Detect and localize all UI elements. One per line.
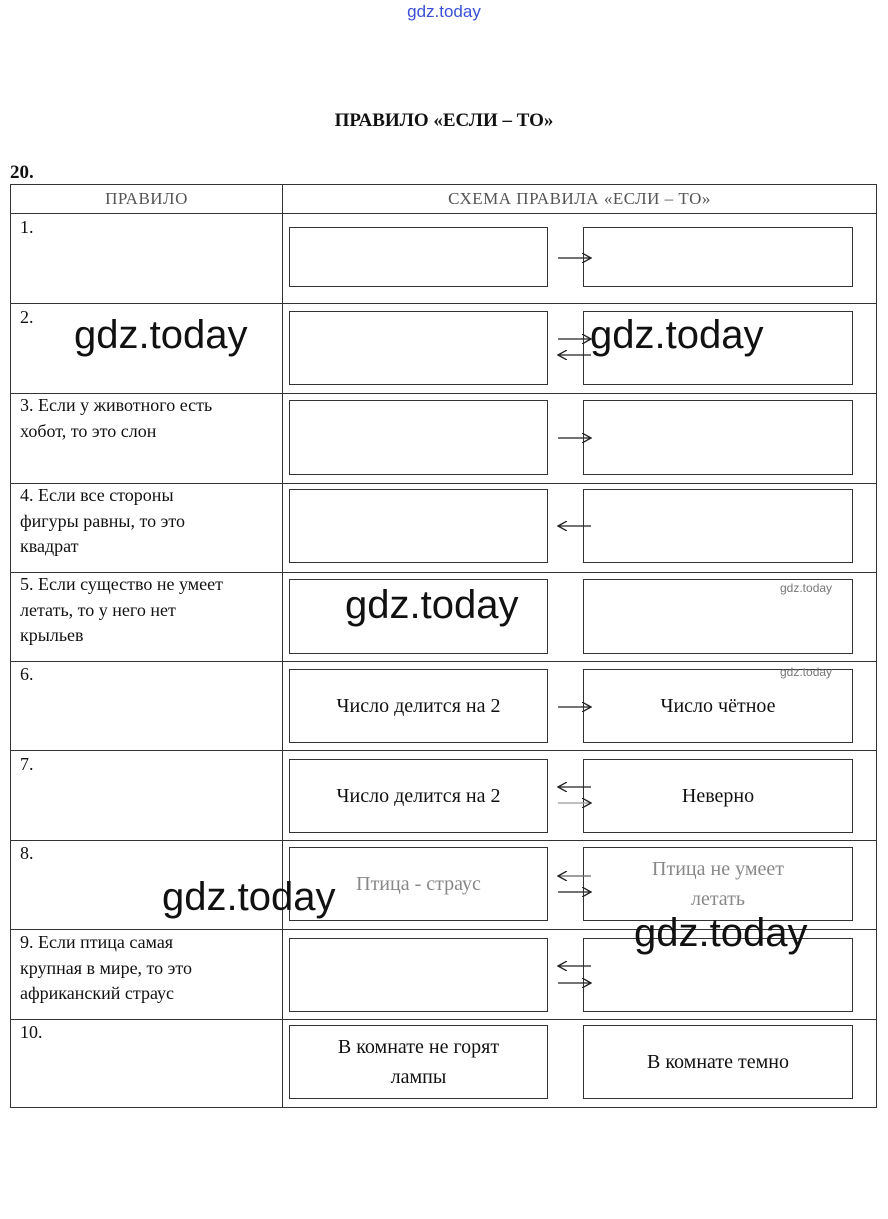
then-box-10[interactable]: В комнате темно (583, 1025, 853, 1099)
rule-text-9: 9. Если птица самая крупная в мире, то это африканский страус (20, 932, 193, 1003)
rule-text-1: 1. (20, 217, 34, 237)
rule-text-3: 3. Если у животного есть хобот, то это слон (20, 395, 213, 441)
watermark: gdz.today (634, 911, 808, 955)
rule-text-10: 10. (20, 1022, 43, 1042)
if-box-10[interactable]: В комнате не горят лампы (289, 1025, 548, 1099)
then-box-7[interactable]: Неверно (583, 759, 853, 833)
if-box-6[interactable]: Число делится на 2 (289, 669, 548, 743)
watermark: gdz.today (590, 313, 764, 357)
watermark: gdz.today (74, 313, 248, 357)
watermark-small: gdz.today (780, 665, 833, 679)
then-box-6[interactable]: Число чётное (583, 669, 853, 743)
site-watermark-top: gdz.today (407, 2, 481, 21)
rule-text-8: 8. (20, 843, 34, 863)
watermark: gdz.today (345, 583, 519, 627)
if-box-7[interactable]: Число делится на 2 (289, 759, 548, 833)
rule-text-2: 2. (20, 307, 34, 327)
if-box-8[interactable]: Птица - страус (289, 847, 548, 921)
page-title: ПРАВИЛО «ЕСЛИ – ТО» (334, 110, 554, 131)
task-number: 20. (10, 162, 34, 183)
header-scheme: СХЕМА ПРАВИЛА «ЕСЛИ – ТО» (448, 189, 711, 208)
then-box-8[interactable]: Птица не умеет летать (583, 847, 853, 921)
header-rule: ПРАВИЛО (105, 189, 188, 208)
rule-text-6: 6. (20, 664, 34, 684)
rule-text-5: 5. Если существо не умеет летать, то у него нет крыльев (20, 574, 224, 645)
watermark-small: gdz.today (780, 581, 833, 595)
rule-text-7: 7. (20, 754, 34, 774)
watermark: gdz.today (162, 875, 336, 919)
rule-text-4: 4. Если все стороны фигуры равны, то это квадрат (20, 485, 185, 556)
